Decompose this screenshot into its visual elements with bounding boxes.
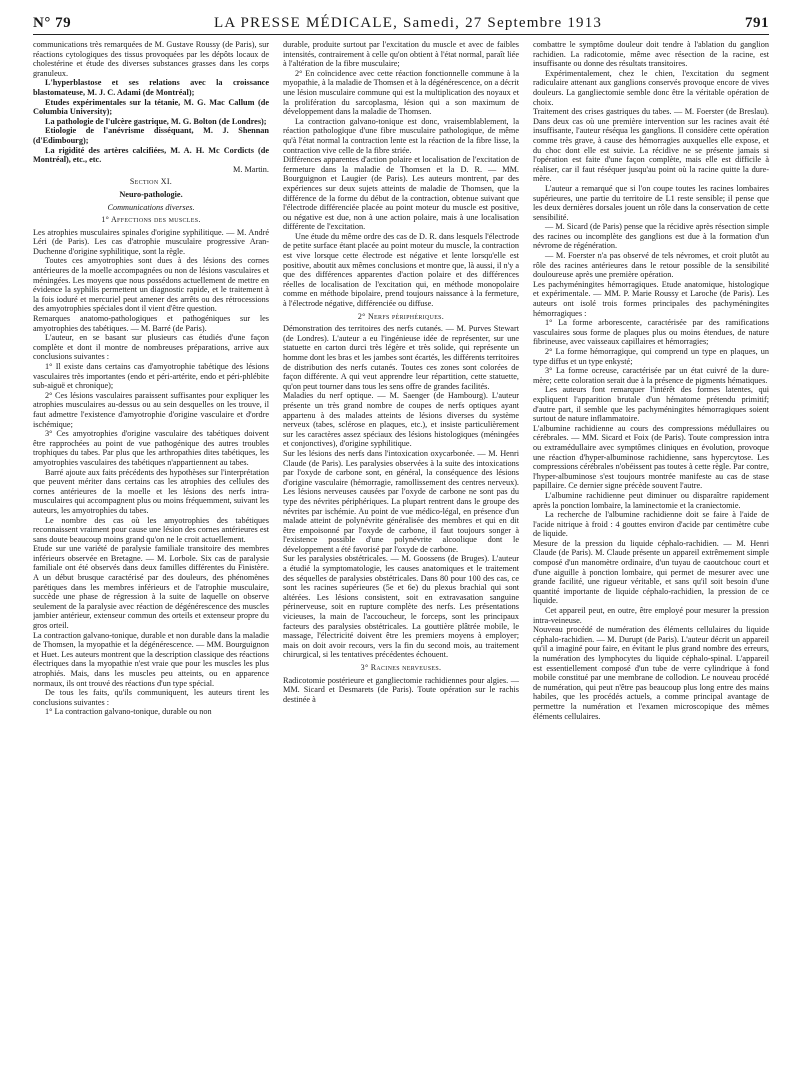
paragraph: 1° Il existe dans certains cas d'amyotrophie tabétique des lésions vasculaires très importantes (endo et péri-artérite, endo et péri-phlébite sub-aiguë et chronique);: [33, 362, 269, 391]
paragraph: Maladies du nerf optique. — M. Saenger (de Hambourg). L'auteur présente un très grand nombre de coupes de nerfs optiques ayant appartenu à des malades atteints de lésions diverses du système nerveux (tabes, sclérose en plaques, etc.), et insiste particulièrement sur les caractères assez spéciaux des lésions histologiques (méningées et conjonctives), d'origine syphilitique.: [283, 391, 519, 449]
paragraph: Démonstration des territoires des nerfs cutanés. — M. Purves Stewart (de Londres). L'auteur a eu l'ingénieuse idée de représenter, sur une statuette en carton durci très légère et très solide, qui représente un homme dont les bras et les jambes sont écartés, les différents territoires de distribution des nerfs cutanés. Toutes ces zones sont colorées de façon différente. A qui veut apprendre leur répartition, cette statuette, qu'on peut tourner dans tous les sens offre de grandes facilités.: [283, 324, 519, 391]
paragraph: M. Martin.: [233, 164, 269, 174]
paragraph: Sur les lésions des nerfs dans l'intoxication oxycarbonée. — M. Henri Claude (de Paris). Les paralysies observées à la suite des intoxications par l'oxyde de carbone sont, en général, la conséquence des lésions d'origine vasculaire (hémorragie, ramollissement des centres nerveux). Les lésions nerveuses causées par l'oxyde de carbone ne sont pas du type des névrites périphériques. La plupart rentrent dans le groupe des névrites par ischémie. Au point de vue médico-légal, en présence d'un malade atteint de polynévrite généralisée des membres et qui en dit être empoisonné par l'oxyde de carbone, il faut toujours songer à l'existence possible d'une polynévrite alcoolique dont le développement a été favorisé par l'oxyde de carbone.: [283, 448, 519, 554]
paragraph: 3° Ces amyotrophies d'origine vasculaire des tabétiques doivent être rapprochées au point de vue pathogénique des autres troubles trophiques du tabes. Par plus que les arthropathies dites tabétiques, les amyotrophies vasculaires des tabétiques n'appartiennent au tabes.: [33, 429, 269, 467]
column-2: [283, 40, 519, 1076]
paragraph: durable, produite surtout par l'excitation du muscle et avec de faibles intensités, contrairement à celle qu'on obtient à l'état normal, paraît liée à l'altération de la fibre musculaire;: [283, 40, 519, 69]
paragraph: La pathologie de l'ulcère gastrique, M. G. Bolton (de Londres);: [45, 116, 267, 126]
paragraph: communications très remarquées de M. Gustave Roussy (de Paris), sur réactions cytologiques des tissus provoquées par les dépôts locaux de cholestérine et étude des diverses substances grasses dans les corps granuleux.: [33, 40, 269, 78]
paragraph: L'auteur a remarqué que si l'on coupe toutes les racines lombaires supérieures, une partie du territoire de L1 reste sensible; il pense que les deux dernières dorsales jouent un rôle dans la conservation de cette sensibilité.: [533, 183, 769, 222]
paragraph: Les auteurs font remarquer l'intérêt des formes latentes, qui expliquent l'apparition brutale d'un hématome prétendu primitif; d'autre part, il semble que les pachyméningites hémorragiques soient surtout de nature inflammatoire.: [533, 385, 769, 424]
paragraph: La rigidité des artères calcifiées, M. A. H. Mc Cordicts (de Montréal), etc., etc.: [33, 145, 269, 165]
paragraph: Barré ajoute aux faits précédents des hypothèses sur l'interprétation que peuvent mériter dans certains cas les atrophies des cellules des cornes antérieures de la moelle et les lésions des nerfs intra-musculaires qui accompagnent plus ou moins fréquemment, suivant les auteurs, les amyotrophies du tabes.: [33, 467, 269, 515]
column-3: [533, 40, 769, 1076]
journal-page: [33, 0, 769, 1082]
paragraph: combattre le symptôme douleur doit tendre à l'ablation du ganglion rachidien. La radicotomie, même avec résection de la racine, est insuffisante ou donne des résultats transitoires.: [533, 40, 769, 69]
paragraph: Remarques anatomo-pathologiques et pathogéniques sur les amyotrophies des tabétiques. — M. Barré (de Paris).: [33, 314, 269, 333]
paragraph: Section XI.: [129, 177, 173, 187]
paragraph: La contraction galvano-tonique, durable et non durable dans la maladie de Thomsen, la myopathie et la dégénérescence. — MM. Bourguignon et Huet. Les auteurs montrent que la description classique des réactions électriques dans la myopathie n'est vraie que pour les muscles les plus atrophiés. Mais, dans les muscles peu atteints, ou en apparence normaux, ils ont trouvé des réactions d'un type spécial.: [33, 630, 269, 688]
paragraph: 3° La forme ocreuse, caractérisée par un état cuivré de la dure-mère; cette coloration serait due à la présence de pigments hématiques.: [533, 366, 769, 385]
paragraph: Différences apparentes d'action polaire et localisation de l'excitation de fermeture dans la maladie de Thomsen et la D. R. — MM. Bourguignon et Laugier (de Paris). Les auteurs montrent, par des expériences sur deux sujets atteints de maladie de Thomsen, que la différence de la forme du début de la contraction, obtenue suivant que l'électrode différenciée placée au point moteur du muscle est positive, ou négative est due, non à une action polaire, mais à une localisation différente de l'excitation.: [283, 155, 519, 232]
paragraph: Neuro-pathologie.: [119, 189, 183, 199]
paragraph: L'albumine rachidienne au cours des compressions médullaires ou cérébrales. — MM. Sicard et Foix (de Paris). Toute compression intra ou extramédullaire avec symptômes cliniques en évolution, provoque une réaction d'hyper-albuminose rachidienne, sans hypercytose. Les compressions cérébrales n'obéissent pas toutes à cette règle. Par contre, l'hyper-albuminose s'est toujours montrée manifeste au cas de stase papillaire. Ce dernier signe précède souvent l'autre.: [533, 423, 769, 491]
page-header: [33, 12, 769, 35]
paragraph: 1° Affections des muscles.: [101, 215, 201, 225]
paragraph: Nouveau procédé de numération des éléments cellulaires du liquide céphalo-rachidien. — M. Durupt (de Paris). L'auteur décrit un appareil qu'il a imaginé pour faire, en évitant le plus grand nombre des erreurs, la numération des lymphocytes du liquide céphalo-spinal. L'appareil est essentiellement composé d'un tube de verre cylindrique à fond mobile constitué par une membrane de collodion. Le nouveau procédé de numération, qui peut n'être pas beaucoup plus long entre des mains habiles, que les procédés actuels, a comme principal avantage de permettre la numération et l'examen microscopique des mêmes éléments cellulaires.: [533, 625, 769, 721]
paragraph: — M. Foerster n'a pas observé de tels névromes, et croit plutôt au rôle des racines antérieures dans le retour possible de la sensibilité douloureuse après une première opération.: [533, 251, 769, 280]
paragraph: Communications diverses.: [107, 202, 195, 212]
paragraph: 1° La forme arborescente, caractérisée par des ramifications vasculaires sous forme de plaques plus ou moins étendues, de nature fibrineuse, avec vaisseaux capillaires et hémorragies;: [533, 318, 769, 347]
paragraph: Expérimentalement, chez le chien, l'excitation du segment radiculaire attenant aux ganglions conservés provoque encore de vives douleurs. La gangliectomie semble donc être la véritable opération de choix.: [533, 68, 769, 107]
paragraph: Sur les paralysies obstétricales. — M. Goossens (de Bruges). L'auteur a étudié la symptomatologie, les causes anatomiques et le traitement des séquelles de paralysies obstétricales. Dans 80 pour 100 des cas, ce sont les racines supérieures (5e et 6e) du plexus brachial qui sont altérées. Les lésions consistent, soit en extravasation sanguine périnerveuse, soit en rupture complète des nerfs. Les présentations vicieuses, la main de l'accoucheur, le forceps, sont les principaux facteurs des paralysies obstétricales. La gouttière plâtrée mobile, le massage, l'électricité doivent être les premiers moyens à employer; mais on doit avoir recours, vers la fin du second mois, au traitement chirurgical, si les tentatives précédentes échouent.: [283, 554, 519, 660]
page-number: 791: [745, 14, 769, 31]
paragraph: La contraction galvano-tonique est donc, vraisemblablement, la réaction pathologique d'une fibre musculaire pathologique, de même qu'à l'état normal la contraction lente est la réaction de la fibre lisse, la contraction vive celle de la fibre striée.: [283, 116, 519, 155]
paragraph: — M. Sicard (de Paris) pense que la récidive après résection simple des racines ou incomplète des ganglions est due à la formation d'un névrome de régénération.: [533, 222, 769, 251]
paragraph: 1° La contraction galvano-tonique, durable ou non: [45, 707, 212, 717]
paragraph: Le nombre des cas où les amyotrophies des tabétiques reconnaissent vraiment pour cause une lésion des cornes antérieures est sans doute beaucoup moins grand qu'on ne le croit actuellement.: [33, 515, 269, 544]
paragraph: 2° La forme hémorragique, qui comprend un type en plaques, un type diffus et un type enkysté;: [533, 347, 769, 366]
paragraph: L'auteur, en se basant sur plusieurs cas étudiés d'une façon complète et dont il montre de nombreuses préparations, arrive aux conclusions suivantes :: [33, 333, 269, 362]
paragraph: Cet appareil peut, en outre, être employé pour mesurer la pression intra-veineuse.: [533, 606, 769, 625]
text-columns: [33, 40, 769, 1076]
paragraph: 2° Ces lésions vasculaires paraissent suffisantes pour expliquer les atrophies musculaires au-dessus ou au sein desquelles on les trouve, il faut admettre l'existence d'amyotrophie d'origine vasculaire et d'ordre ischémique;: [33, 390, 269, 429]
journal-title: LA PRESSE MÉDICALE, Samedi, 27 Septembre 1913: [213, 14, 603, 31]
paragraph: Une étude du même ordre des cas de D. R. dans lesquels l'électrode de petite surface étant placée au point moteur du muscle, la contraction est vive lorsque cette électrode est négative et lente lorsqu'elle est positive, aboutit aux mêmes conclusions et montre que, là aussi, il n'y a que des différences apparentes d'action polaire et des différences réelles de localisation de l'excitation qui, en méthode monopolaire comme en méthode bipolaire, prend toujours naissance à la fermeture, à l'électrode négative, différenciée ou diffuse.: [283, 231, 519, 309]
paragraph: 2° Nerfs périphériques.: [357, 311, 445, 321]
paragraph: Les pachyméningites hémorragiques. Etude anatomique, histologique et expérimentale. — MM. P. Marie Roussy et Laroche (de Paris). Les auteurs ont isolé trois formes principales des pachyméningites hémorragiques :: [533, 279, 769, 318]
paragraph: De tous les faits, qu'ils communiquent, les auteurs tirent les conclusions suivantes :: [33, 688, 269, 707]
paragraph: Les atrophies musculaires spinales d'origine syphilitique. — M. André Léri (de Paris). Les cas d'atrophie musculaire progressive Aran-Duchenne d'origine syphilitique, sont la règle.: [33, 227, 269, 256]
paragraph: L'albumine rachidienne peut diminuer ou disparaître rapidement après la ponction lombaire, la laminectomie et la craniectomie.: [533, 490, 769, 510]
paragraph: Mesure de la pression du liquide céphalo-rachidien. — M. Henri Claude (de Paris). M. Claude présente un appareil extrêmement simple composé d'un manomètre ordinaire, d'un tuyau de caoutchouc court et d'une aiguille à ponction lombaire, qui permet de mesurer avec une grande facilité, une rigueur véritable, et sans qu'il soit besoin d'une quantité importante de liquide céphalo-rachidien, la pression de ce liquide.: [533, 538, 769, 606]
paragraph: Etudes expérimentales sur la tétanie, M. G. Mac Callum (de Columbia University);: [33, 97, 269, 117]
paragraph: Radicotomie postérieure et gangliectomie rachidiennes pour algies. — MM. Sicard et Desmarets (de Paris). Toute opération sur le rachis destinée à: [283, 675, 519, 704]
paragraph: Toutes ces amyotrophies sont dues à des lésions des cornes antérieures de la moelle accompagnées ou non de lésions vasculaires et méningées. Les moyens que nous possédons actuellement de mettre en évidence la syphilis permettent un diagnostic rapide, et le traitement à la fois ioduré et mercuriel peut amener des arrêts ou des rétrocessions des amyotrophies spéciales dont il vient d'être question.: [33, 256, 269, 314]
issue-number: N° 79: [33, 14, 72, 31]
paragraph: Etiologie de l'anévrisme disséquant, M. J. Shennan (d'Edimbourg);: [33, 126, 269, 145]
paragraph: Etude sur une variété de paralysie familiale transitoire des membres inférieurs observée en Bretagne. — M. Lorbole. Six cas de paralysie familiale ont été observés dans deux familles différentes du Finistère. A un début brusque caractérisé par des douleurs, des phénomènes parétiques dans les membres inférieurs et de l'atrophie musculaire, succède une phase de régression à la suite de laquelle on observe seulement de la paralysie avec réaction de dégénérescence des muscles jambier antérieur, extenseur commun des orteils et extenseur propre du gros orteil.: [33, 544, 269, 631]
paragraph: 3° Racines nerveuses.: [360, 663, 442, 672]
paragraph: L'hyperblastose et ses relations avec la croissance blastomateuse, M. J. C. Adami (de Montréal);: [33, 78, 269, 97]
paragraph: 2° En coïncidence avec cette réaction fonctionnelle commune à la myopathie, à la maladie de Thomsen et à la dégénérescence, on a décrit une lésion musculaire commune qui est la multiplication des noyaux et la prolifération du sarcoplasma, lésion qui a son maximum de développement dans la maladie de Thomsen.: [283, 68, 519, 117]
paragraph: La recherche de l'albumine rachidienne doit se faire à l'aide de l'acide nitrique à froid : 4 gouttes environ d'acide par centimètre cube de liquide.: [533, 510, 769, 539]
paragraph: Traitement des crises gastriques du tabes. — M. Foerster (de Breslau). Dans deux cas où une première intervention sur les racines avait été insuffisante, l'auteur réséqua les ganglions. Il considère cette opération comme très grave, à cause des hémorragies auxquelles elle expose, et du choc dont elle est suivie. La récidive ne se présente jamais si l'opération est faite d'une façon complète, mais elle est difficile à réaliser, car il faut réséquer jusqu'au point où la racine quitte la dure-mère.: [533, 107, 769, 184]
column-1: [33, 40, 269, 1076]
